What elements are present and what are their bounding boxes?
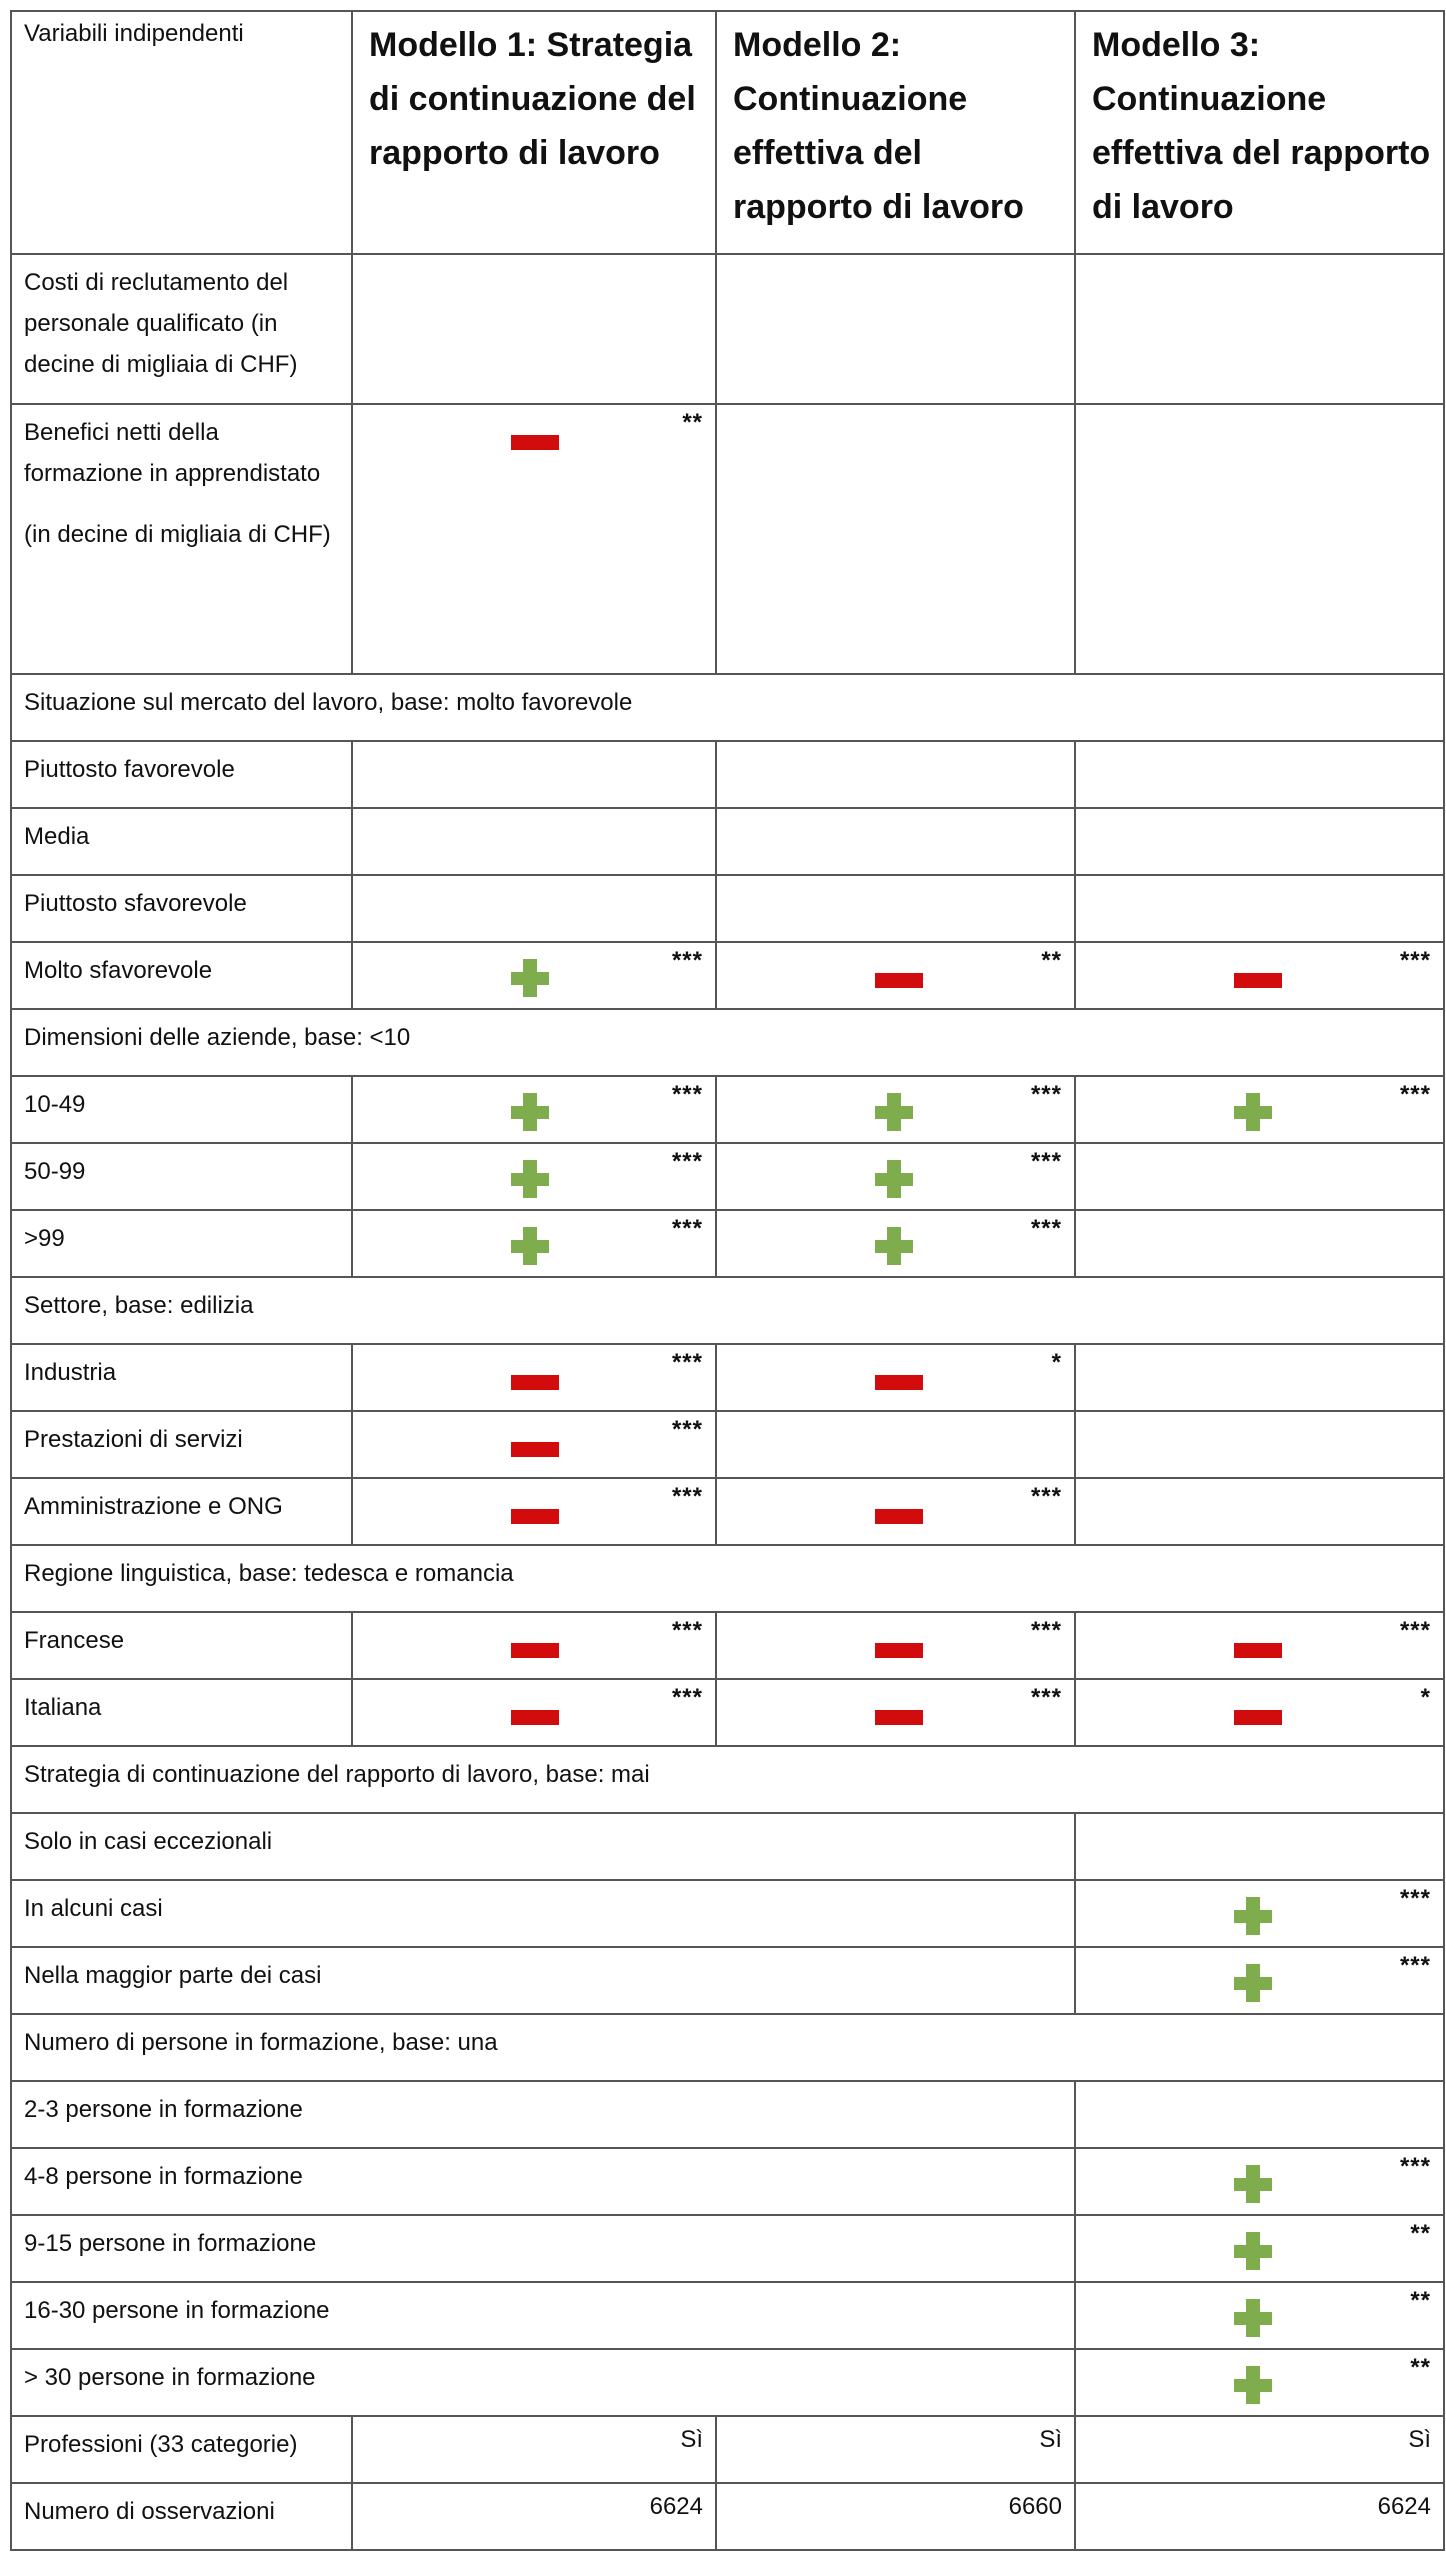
cell-model-3 [1075,254,1444,404]
variable-label: Industria [24,1359,117,1386]
variable-label-cell [11,1143,352,1210]
positive-effect-icon [511,1093,559,1131]
significance-stars: *** [1399,1617,1431,1644]
cell-model-2 [716,741,1075,808]
table-row [11,942,1444,1009]
variable-label-cell [11,1679,352,1746]
table-row [11,741,1444,808]
cell-model-1 [352,1143,716,1210]
table-row [11,2416,1444,2483]
negative-effect-icon [511,421,559,459]
variable-label: Piuttosto favorevole [24,756,235,783]
positive-effect-icon [511,1227,559,1265]
section-row [11,674,1444,741]
cell-model-1 [352,1411,716,1478]
table-row [11,404,1444,674]
negative-effect-icon [1234,959,1282,997]
table-row [11,2282,1444,2349]
regression-results-table [10,10,1445,2551]
cell-model-3 [1075,1344,1444,1411]
section-label-cell [11,1746,1444,1813]
header-row [11,11,1444,254]
variable-label: 16-30 persone in formazione [24,2297,330,2324]
section-label: Situazione sul mercato del lavoro, base: molto favorevole [24,689,633,716]
cell-model-1 [352,404,716,674]
negative-effect-icon [1234,1696,1282,1734]
variable-label: > 30 persone in formazione [24,2364,316,2391]
significance-stars: *** [671,1349,703,1376]
variable-label: Amministrazione e ONG [24,1493,283,1520]
cell-model-1 [352,254,716,404]
significance-stars: *** [1030,1148,1062,1175]
significance-stars: *** [671,1684,703,1711]
variable-label-cell [11,2483,352,2550]
cell-model-3 [1075,2148,1444,2215]
negative-effect-icon [875,1495,923,1533]
variable-label: Solo in casi eccezionali [24,1828,273,1855]
variable-label: Francese [24,1627,125,1654]
significance-stars: *** [671,1148,703,1175]
cell-value: Sì [1039,2426,1062,2453]
cell-model-3 [1075,1813,1444,1880]
variable-label-cell [11,1411,352,1478]
cell-model-3 [1075,1679,1444,1746]
table-row [11,875,1444,942]
significance-stars: *** [1399,947,1431,974]
cell-model-2 [716,1344,1075,1411]
significance-stars: *** [1399,1885,1431,1912]
variable-label: Piuttosto sfavorevole [24,890,247,917]
variable-label-cell [11,404,352,674]
table-row [11,808,1444,875]
variable-label: 9-15 persone in formazione [24,2230,317,2257]
cell-model-1 [352,942,716,1009]
variable-label: Italiana [24,1694,102,1721]
positive-effect-icon [1234,2232,1282,2270]
section-label: Regione linguistica, base: tedesca e romancia [24,1560,514,1587]
positive-effect-icon [1234,2165,1282,2203]
cell-model-2 [716,1411,1075,1478]
section-label: Dimensioni delle aziende, base: <10 [24,1024,411,1051]
significance-stars: ** [1410,2287,1431,2314]
variable-label: 2-3 persone in formazione [24,2096,303,2123]
cell-model-3 [1075,2416,1444,2483]
cell-model-3 [1075,2215,1444,2282]
negative-effect-icon [875,1361,923,1399]
negative-effect-icon [875,1696,923,1734]
significance-stars: *** [671,1215,703,1242]
variable-label-cell [11,2416,352,2483]
cell-model-3 [1075,2349,1444,2416]
cell-model-2 [716,2416,1075,2483]
cell-model-3 [1075,1612,1444,1679]
positive-effect-icon [1234,1897,1282,1935]
variable-label: Prestazioni di servizi [24,1426,243,1453]
significance-stars: *** [1030,1617,1062,1644]
negative-effect-icon [875,1629,923,1667]
cell-model-2 [716,808,1075,875]
significance-stars: ** [1041,947,1062,974]
significance-stars: *** [1030,1684,1062,1711]
variable-label-cell [11,1210,352,1277]
variable-label-cell [11,942,352,1009]
cell-model-3 [1075,1143,1444,1210]
negative-effect-icon [511,1696,559,1734]
variable-label-cell [11,875,352,942]
significance-stars: *** [1030,1483,1062,1510]
variable-label-cell [11,808,352,875]
variable-label: Nella maggior parte dei casi [24,1962,322,1989]
cell-model-1 [352,1612,716,1679]
variable-label-cell [11,1344,352,1411]
section-label-cell [11,1277,1444,1344]
positive-effect-icon [1234,1093,1282,1131]
section-row [11,1746,1444,1813]
table-row [11,1947,1444,2014]
negative-effect-icon [1234,1629,1282,1667]
section-row [11,2014,1444,2081]
header-cell-model-1: Modello 1: Strategia di continuazione del rapporto di lavoro [352,11,716,254]
negative-effect-icon [511,1629,559,1667]
variable-label-cell [11,2349,1075,2416]
cell-model-3 [1075,1947,1444,2014]
cell-model-2 [716,1143,1075,1210]
cell-model-1 [352,808,716,875]
table-row [11,1344,1444,1411]
significance-stars: *** [671,1081,703,1108]
cell-value: 6660 [1008,2493,1062,2520]
significance-stars: *** [671,1416,703,1443]
cell-model-2 [716,1612,1075,1679]
cell-model-3 [1075,741,1444,808]
cell-model-3 [1075,1478,1444,1545]
section-row [11,1009,1444,1076]
cell-model-2 [716,2483,1075,2550]
significance-stars: * [1420,1684,1431,1711]
negative-effect-icon [511,1495,559,1533]
variable-label: (in decine di migliaia di CHF) [24,521,331,548]
positive-effect-icon [875,1160,923,1198]
table-row [11,2148,1444,2215]
section-label: Settore, base: edilizia [24,1292,254,1319]
table-row [11,2081,1444,2148]
cell-model-1 [352,1344,716,1411]
section-label: Numero di persone in formazione, base: una [24,2029,498,2056]
positive-effect-icon [511,1160,559,1198]
cell-model-3 [1075,1076,1444,1143]
table-row [11,2349,1444,2416]
cell-model-1 [352,2416,716,2483]
table-row [11,1143,1444,1210]
table-row [11,1612,1444,1679]
section-label-cell [11,1009,1444,1076]
table-row [11,2483,1444,2550]
table-row [11,1679,1444,1746]
cell-model-1 [352,1478,716,1545]
cell-model-3 [1075,942,1444,1009]
table-row [11,1880,1444,1947]
significance-stars: *** [1030,1215,1062,1242]
variable-label-cell [11,741,352,808]
variable-label-cell [11,1478,352,1545]
positive-effect-icon [1234,1964,1282,2002]
cell-model-1 [352,1679,716,1746]
negative-effect-icon [511,1428,559,1466]
cell-model-3 [1075,875,1444,942]
significance-stars: *** [1399,1952,1431,1979]
cell-model-2 [716,404,1075,674]
variable-label-cell [11,254,352,404]
cell-model-2 [716,1679,1075,1746]
cell-value: Sì [680,2426,703,2453]
significance-stars: *** [671,947,703,974]
cell-model-3 [1075,1880,1444,1947]
cell-model-1 [352,2483,716,2550]
significance-stars: ** [1410,2220,1431,2247]
variable-label-cell [11,2215,1075,2282]
variable-label-cell [11,1813,1075,1880]
variable-label: Molto sfavorevole [24,957,213,984]
cell-model-2 [716,1478,1075,1545]
cell-value: 6624 [1377,2493,1431,2520]
cell-value: 6624 [649,2493,703,2520]
significance-stars: *** [1399,1081,1431,1108]
section-row [11,1277,1444,1344]
cell-model-2 [716,1076,1075,1143]
variable-label-cell [11,2282,1075,2349]
cell-model-1 [352,1210,716,1277]
positive-effect-icon [1234,2366,1282,2404]
section-label-cell [11,2014,1444,2081]
cell-model-3 [1075,1411,1444,1478]
significance-stars: ** [682,409,703,436]
variable-label-cell [11,1076,352,1143]
table-row [11,2215,1444,2282]
variable-label: Media [24,823,90,850]
significance-stars: *** [1030,1081,1062,1108]
cell-model-3 [1075,1210,1444,1277]
section-label-cell [11,674,1444,741]
section-row [11,1545,1444,1612]
variable-label-cell [11,1612,352,1679]
cell-model-1 [352,875,716,942]
cell-model-2 [716,1210,1075,1277]
variable-label-cell [11,2148,1075,2215]
variable-label: Costi di reclutamento del personale qualificato (in decine di migliaia di CHF) [24,269,298,378]
variable-label: 4-8 persone in formazione [24,2163,303,2190]
cell-model-1 [352,1076,716,1143]
variable-label-cell [11,2081,1075,2148]
table-row [11,1813,1444,1880]
significance-stars: *** [1399,2153,1431,2180]
cell-value: Sì [1408,2426,1431,2453]
negative-effect-icon [875,959,923,997]
table-row [11,1411,1444,1478]
header-cell-variables: Variabili indipendenti [11,11,352,254]
table-row [11,254,1444,404]
table-row [11,1076,1444,1143]
negative-effect-icon [511,1361,559,1399]
cell-model-2 [716,875,1075,942]
variable-label: Numero di osservazioni [24,2498,275,2525]
variable-label: 50-99 [24,1158,86,1185]
positive-effect-icon [875,1093,923,1131]
significance-stars: *** [671,1483,703,1510]
cell-model-1 [352,741,716,808]
positive-effect-icon [1234,2299,1282,2337]
significance-stars: * [1051,1349,1062,1376]
significance-stars: ** [1410,2354,1431,2381]
variable-label: 10-49 [24,1091,86,1118]
table-row [11,1478,1444,1545]
section-label-cell [11,1545,1444,1612]
cell-model-3 [1075,2081,1444,2148]
variable-label: In alcuni casi [24,1895,163,1922]
cell-model-3 [1075,2282,1444,2349]
significance-stars: *** [671,1617,703,1644]
cell-model-3 [1075,2483,1444,2550]
section-label: Strategia di continuazione del rapporto di lavoro, base: mai [24,1761,650,1788]
variable-label: >99 [24,1225,65,1252]
header-cell-model-2: Modello 2: Continuazione effettiva del rapporto di lavoro [716,11,1075,254]
variable-label-cell [11,1947,1075,2014]
variable-label: Benefici netti della formazione in apprendistato [24,419,321,487]
cell-model-3 [1075,808,1444,875]
variable-label: Professioni (33 categorie) [24,2431,298,2458]
cell-model-3 [1075,404,1444,674]
cell-model-2 [716,254,1075,404]
cell-model-2 [716,942,1075,1009]
variable-label-cell [11,1880,1075,1947]
positive-effect-icon [875,1227,923,1265]
table-row [11,1210,1444,1277]
positive-effect-icon [511,959,559,997]
header-cell-model-3: Modello 3: Continuazione effettiva del rapporto di lavoro [1075,11,1444,254]
